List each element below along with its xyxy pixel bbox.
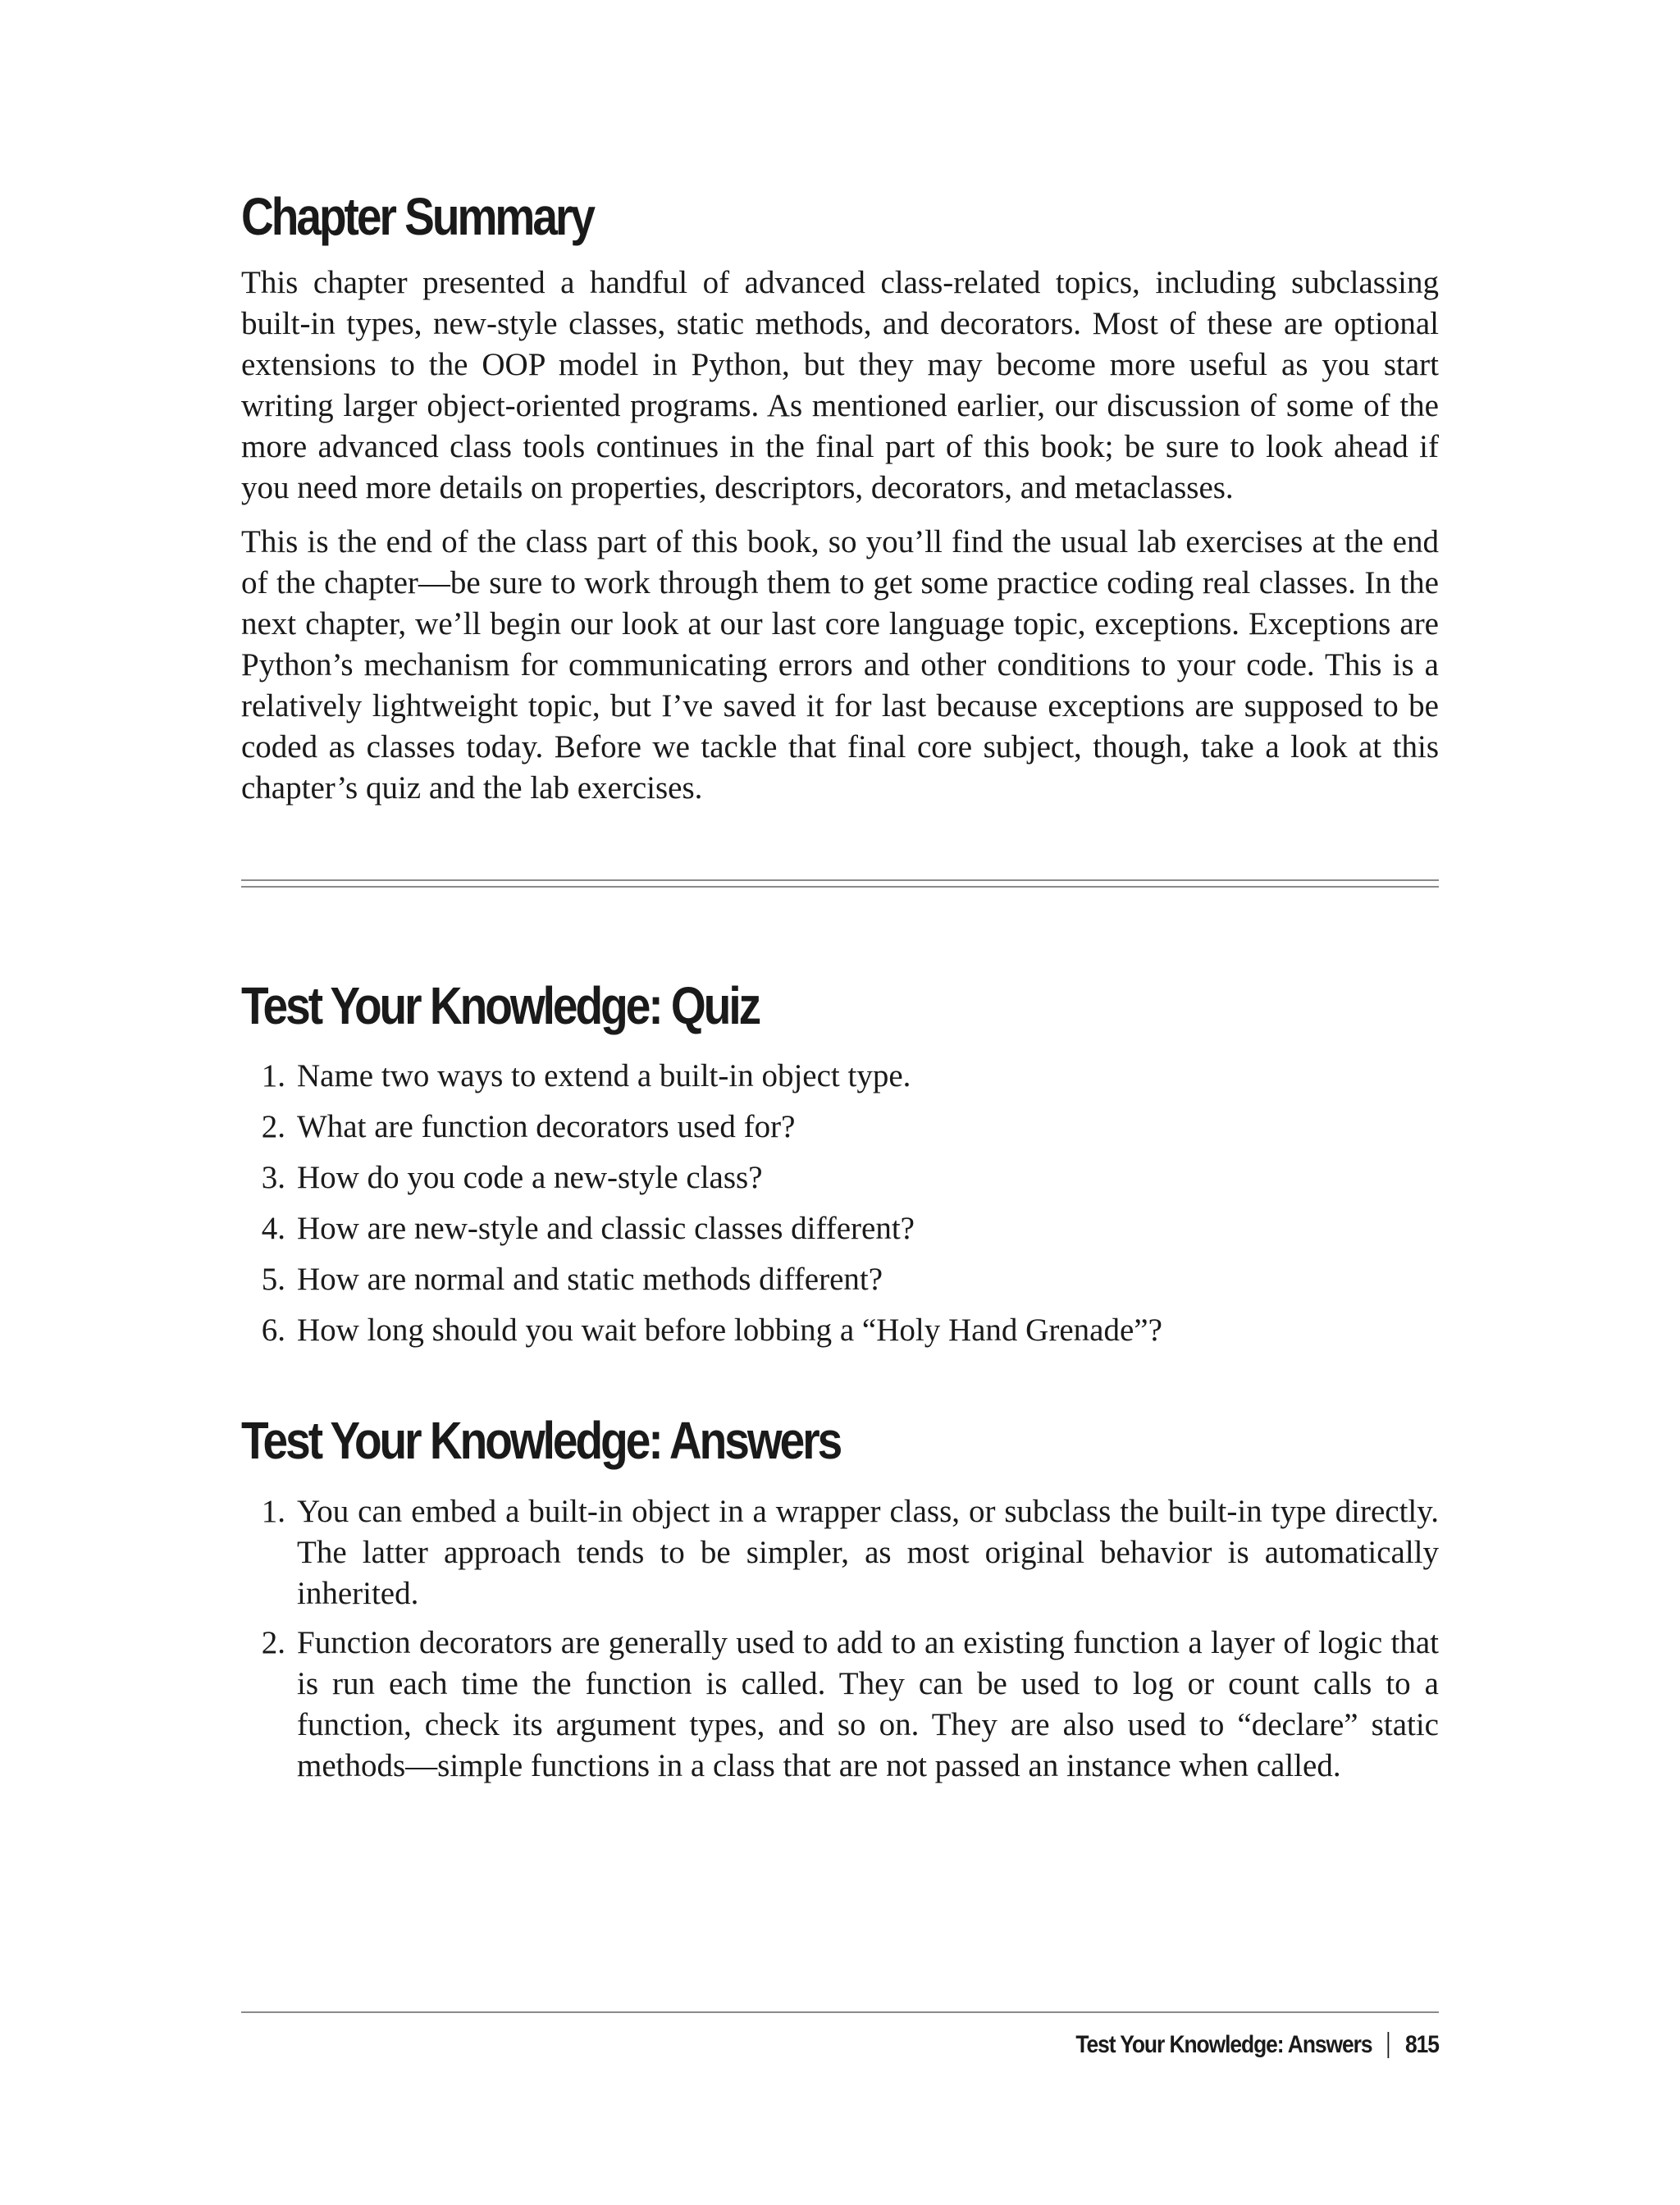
quiz-list [241, 1056, 1439, 1351]
item-text: Function decorators are generally used to add to an existing function a layer of logic that is run each time the function is called. They can be used to log or count calls to a function, check its argument types, and so on. They are also used to “declare” static methods—simple functions in a class that are not passed an instance when called. [297, 1625, 1439, 1783]
item-number: 1. [261, 1494, 285, 1529]
footer-section-title: Test Your Knowledge: Answers [1075, 2031, 1372, 2058]
item-text: What are function decorators used for? [297, 1109, 796, 1144]
list-item [241, 1056, 1439, 1097]
book-page [241, 0, 1439, 2205]
item-text: How are normal and static methods different? [297, 1262, 883, 1297]
item-text: How do you code a new-style class? [297, 1160, 763, 1195]
list-item [241, 1310, 1439, 1351]
footer-separator [1388, 2032, 1390, 2058]
item-number: 6. [261, 1312, 285, 1348]
item-text: Name two ways to extend a built-in object type. [297, 1058, 911, 1093]
page-footer [1075, 2031, 1439, 2059]
item-number: 1. [261, 1058, 285, 1093]
page-number: 815 [1405, 2031, 1439, 2058]
section-divider [241, 879, 1439, 888]
list-item [241, 1157, 1439, 1198]
list-item [241, 1208, 1439, 1249]
item-number: 3. [261, 1160, 285, 1195]
list-item [241, 1259, 1439, 1300]
summary-paragraph-1: This chapter presented a handful of advanced class-related topics, including subclassing built-in types, new-style classes, static methods, and decorators. Most of these are optional extensions to the OOP model in Python, but they may become more useful as you start writing larger object-oriented programs. As mentioned earlier, our discussion of some of the more advanced class tools continues in the final part of this book; be sure to look ahead if you need more details on properties, descriptors, decorators, and metaclasses. [241, 265, 1439, 505]
chapter-summary-body [241, 262, 1439, 809]
list-item [241, 1107, 1439, 1148]
quiz-heading: Test Your Knowledge: Quiz [241, 976, 760, 1035]
item-number: 5. [261, 1262, 285, 1297]
answers-list [241, 1491, 1439, 1787]
chapter-summary-heading: Chapter Summary [241, 187, 593, 246]
item-number: 2. [261, 1109, 285, 1144]
answers-heading: Test Your Knowledge: Answers [241, 1411, 841, 1470]
item-text: You can embed a built-in object in a wrapper class, or subclass the built-in type directly. The latter approach tends to be simpler, as most original behavior is automatically inherited. [297, 1494, 1439, 1611]
item-number: 2. [261, 1625, 285, 1660]
list-item [241, 1491, 1439, 1614]
footer-rule [241, 2011, 1439, 2013]
summary-paragraph-2: This is the end of the class part of this book, so you’ll find the usual lab exercises at the end of the chapter—be sure to work through them to get some practice coding real classes. In the next chapter, we’ll begin our look at our last core language topic, exceptions. Exceptions are Python’s mechanism for communicating errors and other conditions to your code. This is a relatively lightweight topic, but I’ve saved it for last because exceptions are supposed to be coded as classes today. Before we tackle that final core subject, though, take a look at this chapter’s quiz and the lab exercises. [241, 524, 1439, 806]
item-number: 4. [261, 1211, 285, 1246]
list-item [241, 1623, 1439, 1787]
item-text: How long should you wait before lobbing a “Holy Hand Grenade”? [297, 1312, 1162, 1348]
item-text: How are new-style and classic classes different? [297, 1211, 915, 1246]
